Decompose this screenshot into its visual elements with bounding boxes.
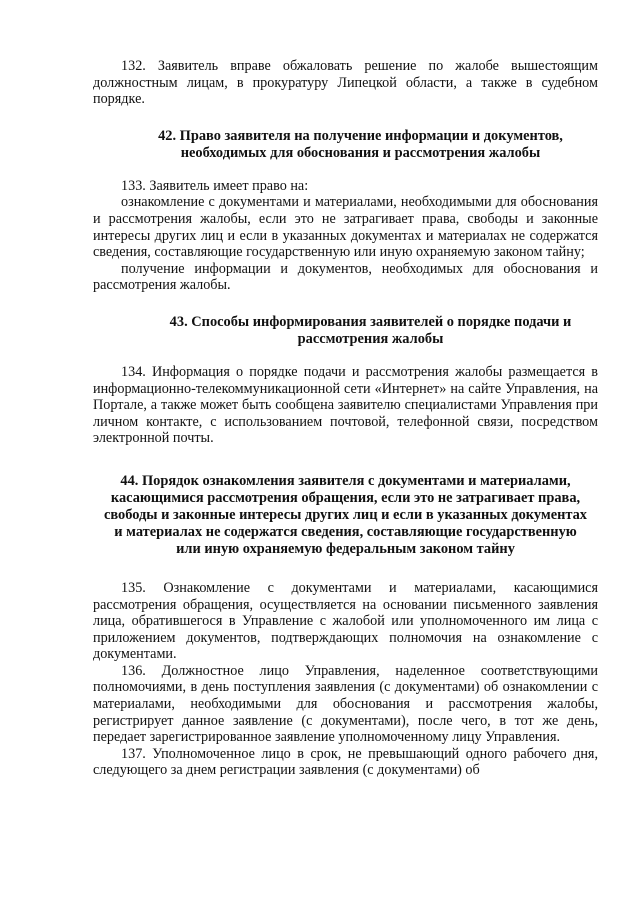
paragraph-137: 137. Уполномоченное лицо в срок, не превышающий одного рабочего дня, следующего за днем регистрации заявления (с документами) об: [93, 745, 598, 779]
paragraph-135: 135. Ознакомление с документами и материалами, касающимися рассмотрения обращения, осуществляется на основании письменного заявления лица, обратившегося в Управление с жалобой или уполномоченного им лица с приложением документов, подтверждающих полномочия на ознакомление с документами.: [93, 579, 598, 663]
section-heading-43: 43. Способы информирования заявителей о порядке подачи и рассмотрения жалобы: [169, 313, 572, 347]
paragraph-133-item-1: ознакомление с документами и материалами, необходимыми для обоснования и рассмотрения жалобы, если это не затрагивает права, свободы и законные интересы других лиц и если в указанных документах и материалах не содержатся сведения, составляющие государственную или иную охраняемую законом тайну;: [93, 194, 598, 261]
paragraph-134: 134. Информация о порядке подачи и рассмотрения жалобы размещается в информационно-телекоммуникационной сети «Интернет» на сайте Управления, на Портале, а также может быть сообщена заявителю специалистами Управления при личном контакте, с использованием почтовой, телефонной связи, посредством электронной почты.: [93, 363, 598, 447]
paragraph-132: 132. Заявитель вправе обжаловать решение по жалобе вышестоящим должностным лицам, в прокуратуру Липецкой области, а также в судебном порядке.: [93, 58, 598, 108]
paragraph-136: 136. Должностное лицо Управления, наделенное соответствующими полномочиями, в день поступления заявления (с документами) об ознакомлении с материалами, необходимыми для обоснования и рассмотрения жалобы, регистрирует данное заявление (с документами), после чего, в тот же день, передает зарегистрированное заявление уполномоченному лицу Управления.: [93, 662, 598, 746]
paragraph-133: 133. Заявитель имеет право на:: [121, 177, 309, 194]
section-heading-44: 44. Порядок ознакомления заявителя с документами и материалами, касающимися рассмотрения обращения, если это не затрагивает права, свободы и законные интересы других лиц и если в указанных документах и материалах не содержатся сведения, составляющие государственную или иную охраняемую федеральным законом тайну: [103, 472, 588, 557]
paragraph-133-item-2: получение информации и документов, необходимых для обоснования и рассмотрения жалобы.: [93, 260, 598, 294]
section-heading-42: 42. Право заявителя на получение информации и документов, необходимых для обоснования и рассмотрения жалобы: [158, 127, 563, 161]
